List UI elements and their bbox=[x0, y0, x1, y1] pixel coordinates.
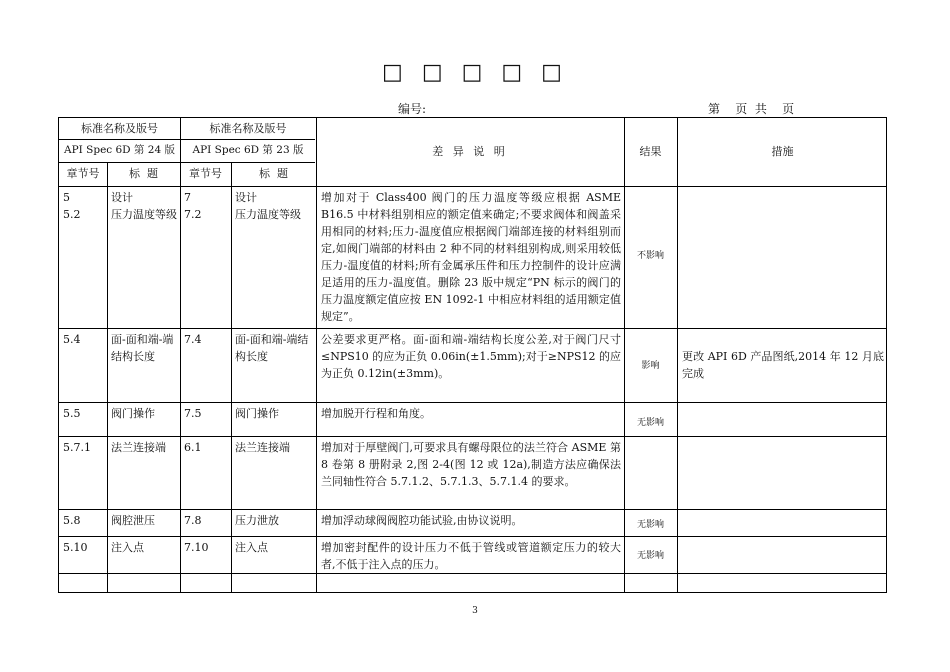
header-difference: 差 异 说 明 bbox=[432, 145, 508, 158]
row-2-title-23: 面-面和端-端结构长度 bbox=[235, 333, 309, 363]
form-title: □ □ □ □ □ bbox=[382, 60, 568, 85]
row-5-title-23: 压力泄放 bbox=[235, 514, 279, 527]
row-3-result: 无影响 bbox=[636, 418, 664, 428]
row-3-title-24: 阀门操作 bbox=[111, 407, 155, 420]
row-6-title-23: 注入点 bbox=[235, 541, 268, 554]
row-2-difference: 公差要求更严格。面-面和端-端结构长度公差,对于阀门尺寸≤NPS10 的应为正负 0.06in(±1.5mm);对于≥NPS12 的应为正负 0.12in(±3mm)。 bbox=[321, 333, 621, 380]
row-2-result: 影响 bbox=[641, 361, 660, 371]
header-result: 结果 bbox=[639, 145, 662, 158]
row-4-title-23: 法兰连接端 bbox=[235, 441, 290, 454]
rule-row-5 bbox=[59, 536, 886, 537]
row-4-section-23: 6.1 bbox=[184, 441, 202, 454]
row-3-section-23: 7.5 bbox=[184, 407, 202, 420]
row-4-title-24: 法兰连接端 bbox=[111, 441, 166, 454]
code-label: 编号: bbox=[398, 102, 427, 116]
row-4-section-24: 5.7.1 bbox=[63, 441, 91, 454]
vrule-1 bbox=[107, 162, 108, 592]
rule-row-6 bbox=[59, 573, 886, 574]
difference-table bbox=[58, 117, 887, 593]
rule-row-4 bbox=[59, 509, 886, 510]
rule-row-3 bbox=[59, 436, 886, 437]
header-section-no-24: 章节号 bbox=[66, 167, 100, 180]
vrule-2 bbox=[180, 118, 181, 592]
page-info: 第 页 共 页 bbox=[708, 102, 795, 116]
row-5-section-24: 5.8 bbox=[63, 514, 81, 527]
row-6-title-24: 注入点 bbox=[111, 541, 144, 554]
rule-header-end bbox=[59, 186, 886, 187]
vrule-4 bbox=[316, 118, 317, 592]
header-title-23: 标 题 bbox=[259, 167, 288, 180]
header-title-24: 标 题 bbox=[129, 167, 158, 180]
header-std-name-24: 标准名称及版号 bbox=[81, 122, 158, 135]
row-6-difference: 增加密封配件的设计压力不低于管线或管道额定压力的较大者,不低于注入点的压力。 bbox=[321, 541, 621, 571]
header-std-name-23: 标准名称及版号 bbox=[209, 122, 287, 135]
row-1-section-23: 7 7.2 bbox=[184, 191, 202, 221]
row-2-section-23: 7.4 bbox=[184, 333, 202, 346]
row-2-section-24: 5.4 bbox=[63, 333, 81, 346]
row-2-measure: 更改 API 6D 产品图纸,2014 年 12 月底完成 bbox=[682, 350, 884, 380]
row-6-section-23: 7.10 bbox=[184, 541, 209, 554]
row-6-section-24: 5.10 bbox=[63, 541, 88, 554]
rule-row-1 bbox=[59, 328, 886, 329]
row-1-result: 不影响 bbox=[636, 251, 664, 261]
row-1-title-23: 设计 压力温度等级 bbox=[235, 191, 301, 221]
row-5-result: 无影响 bbox=[636, 520, 664, 530]
header-edition-24: API Spec 6D 第 24 版 bbox=[64, 144, 175, 156]
row-5-difference: 增加浮动球阀阀腔功能试验,由协议说明。 bbox=[321, 514, 523, 527]
row-3-title-23: 阀门操作 bbox=[235, 407, 279, 420]
header-edition-23: API Spec 6D 第 23 版 bbox=[192, 144, 304, 156]
row-5-title-24: 阀腔泄压 bbox=[111, 514, 155, 527]
rule-row-2 bbox=[59, 402, 886, 403]
row-2-title-24: 面-面和端-端结构长度 bbox=[111, 333, 174, 363]
row-1-title-24: 设计 压力温度等级 bbox=[111, 191, 177, 221]
row-5-section-23: 7.8 bbox=[184, 514, 202, 527]
row-4-difference: 增加对于厚壁阀门,可要求具有螺母限位的法兰符合 ASME 第 8 卷第 8 册附录 2,图 2-4(图 12 或 12a),制造方法应确保法兰同轴性符合 5.7.1.2、5.7.1.3、5.7.1.4 的要求。 bbox=[321, 441, 621, 488]
row-1-section-24: 5 5.2 bbox=[63, 191, 81, 221]
row-1-difference: 增加对于 Class400 阀门的压力温度等级应根据 ASME B16.5 中材料组别相应的额定值来确定;不要求阀体和阀盖采用相同的材料;压力-温度值应根据阀门端部连接的材料组别而定,如阀门端部的材料由 2 种不同的材料组别构成,则采用较低压力-温度值的材料;所有金属承压件和压力控制件的设计应满足适用的压力-温度值。删除 23 版中规定“PN 标示的阀门的压力温度额定值应按 EN 1092-1 中相应材料组的适用额定值规定”。 bbox=[321, 191, 621, 323]
vrule-3 bbox=[231, 162, 232, 592]
vrule-6 bbox=[677, 118, 678, 592]
row-6-result: 无影响 bbox=[636, 551, 664, 561]
header-section-no-23: 章节号 bbox=[189, 167, 222, 180]
row-3-difference: 增加脱开行程和角度。 bbox=[321, 407, 431, 420]
header-measures: 措施 bbox=[771, 145, 794, 158]
row-3-section-24: 5.5 bbox=[63, 407, 81, 420]
page-number: 3 bbox=[472, 606, 478, 616]
